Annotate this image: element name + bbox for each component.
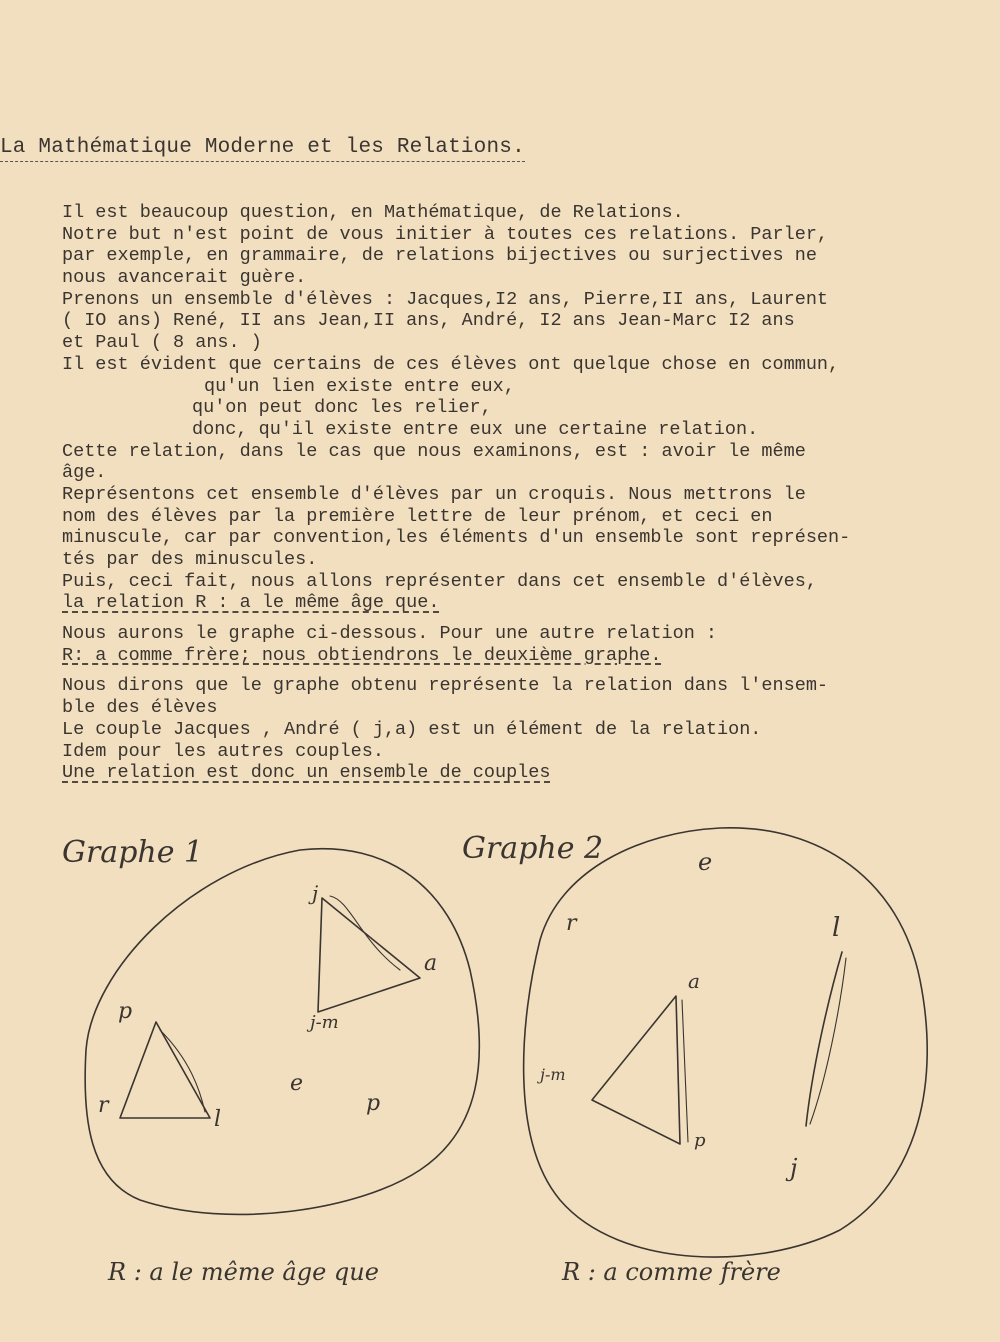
text-line: nom des élèves par la première lettre de leur prénom, et ceci en — [62, 505, 773, 527]
graph-1-loop — [330, 896, 400, 970]
text-line: Il est évident que certains de ces élèves ont quelque chose en commun, — [62, 353, 840, 375]
graph-2-node-a: a — [688, 969, 700, 993]
text-line-underlined: la relation R : a le même âge que. — [62, 592, 440, 614]
text-line-underlined: Une relation est donc un ensemble de couples — [62, 762, 551, 784]
graph-1-node-j: j — [312, 881, 319, 905]
graph-2-edge — [592, 996, 680, 1144]
text-line: ble des élèves — [62, 697, 218, 719]
graph-2-node-p: p — [694, 1130, 706, 1151]
text-line: Nous aurons le graphe ci-dessous. Pour une autre relation : — [62, 623, 718, 645]
graph-2-label: Graphe 2 — [462, 831, 604, 866]
graph-1-edge — [318, 898, 420, 1012]
graphs-drawing — [0, 800, 1000, 1342]
graph-2-set-boundary — [524, 828, 928, 1257]
graph-1-edge — [120, 1022, 210, 1118]
graph-2-node-l: l — [832, 913, 841, 943]
graph-2-node-r: r — [566, 911, 577, 936]
graph-1-node-p: p — [118, 999, 133, 1024]
graph-2-node-e: e — [698, 848, 713, 876]
text-line: par exemple, en grammaire, de relations bijectives ou surjectives ne — [62, 245, 817, 267]
text-line: Idem pour les autres couples. — [62, 740, 384, 762]
graph-1-node-e: e — [290, 1071, 304, 1096]
text-line: Représentons cet ensemble d'élèves par un croquis. Nous mettrons le — [62, 483, 806, 505]
text-line: Le couple Jacques , André ( j,a) est un élément de la relation. — [62, 718, 762, 740]
body-text — [62, 202, 992, 784]
text-line: Il est beaucoup question, en Mathématique, de Relations. — [62, 202, 684, 223]
graph-2-edge — [806, 952, 842, 1126]
text-line-underlined: R: a comme frère; nous obtiendrons le deuxième graphe. — [62, 644, 662, 666]
graph-1-caption: R : a le même âge que — [108, 1258, 379, 1286]
graph-1-set-boundary — [85, 849, 479, 1215]
text-line: Puis, ceci fait, nous allons représenter dans cet ensemble d'élèves, — [62, 570, 817, 592]
text-line: qu'un lien existe entre eux, — [204, 375, 515, 397]
text-line: donc, qu'il existe entre eux une certaine relation. — [192, 418, 759, 440]
graph-1-node-a: a — [424, 951, 438, 976]
text-line: Nous dirons que le graphe obtenu représente la relation dans l'ensem- — [62, 675, 829, 697]
graph-2-edge — [810, 958, 846, 1124]
graph-1-node-p2: p — [366, 1091, 381, 1116]
text-line: qu'on peut donc les relier, — [192, 397, 492, 419]
graph-2-node-j-m: j-m — [540, 1065, 566, 1084]
graph-1-node-r: r — [98, 1093, 109, 1118]
text-line: âge. — [62, 462, 107, 484]
text-line: ( IO ans) René, II ans Jean,II ans, André, I2 ans Jean-Marc I2 ans — [62, 310, 795, 332]
text-line: Prenons un ensemble d'élèves : Jacques,I2 ans, Pierre,II ans, Laurent — [62, 288, 829, 310]
text-line: minuscule, car par convention,les éléments d'un ensemble sont représen- — [62, 527, 851, 549]
graph-1 — [62, 835, 479, 1286]
text-line: et Paul ( 8 ans. ) — [62, 332, 262, 354]
text-line: nous avancerait guère. — [62, 267, 307, 289]
graph-2-node-j: j — [790, 1154, 798, 1182]
graph-2 — [462, 828, 927, 1286]
graph-2-caption: R : a comme frère — [562, 1258, 781, 1286]
graph-1-label: Graphe 1 — [62, 835, 204, 870]
page-title: La Mathématique Moderne et les Relations. — [0, 136, 525, 162]
text-line: tés par des minuscules. — [62, 549, 318, 570]
graph-1-node-l: l — [214, 1107, 222, 1132]
graphs-figure — [0, 800, 1000, 1342]
graph-1-node-j-m: j-m — [310, 1012, 339, 1033]
text-line: Cette relation, dans le cas que nous examinons, est : avoir le même — [62, 440, 806, 462]
text-line: Notre but n'est point de vous initier à toutes ces relations. Parler, — [62, 223, 829, 245]
graph-2-edge — [682, 1000, 688, 1142]
